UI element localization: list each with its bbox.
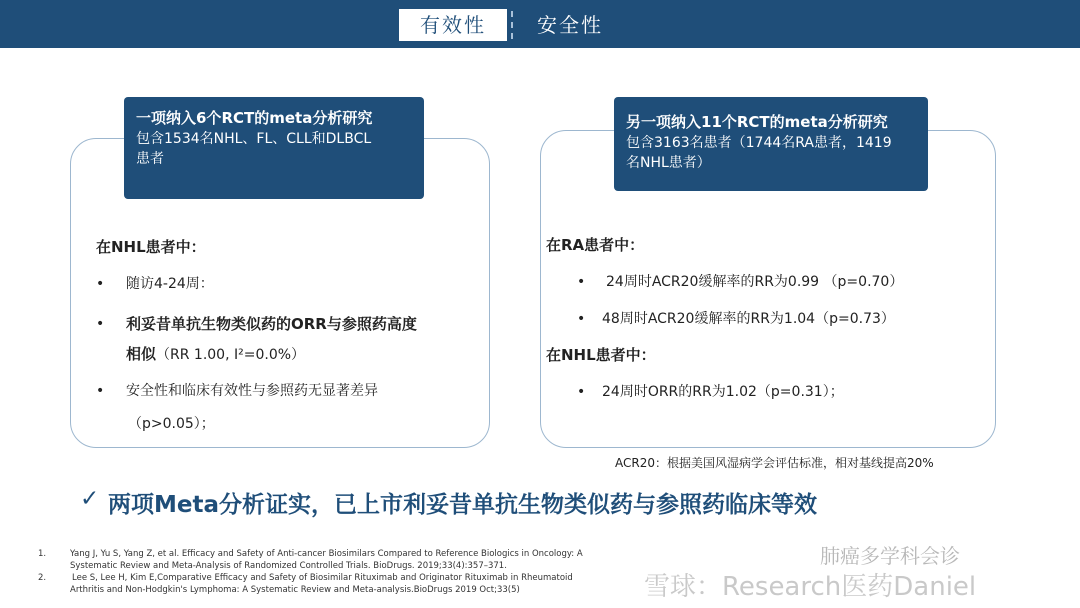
left-study-title: 一项纳入6个RCT的meta分析研究 bbox=[136, 109, 373, 127]
acr20-footnote: ACR20：根据美国风湿病学会评估标准，相对基线提高20% bbox=[615, 456, 934, 470]
left-bullet-3-line1: 安全性和临床有效性与参照药无显著差异 bbox=[126, 383, 378, 399]
bullet-icon: • bbox=[96, 276, 105, 292]
tab-efficacy[interactable]: 有效性 bbox=[399, 9, 507, 41]
right-study-subtitle-line1: 包含3163名患者（1744名RA患者，1419 bbox=[626, 135, 892, 151]
reference-2-number: 2. bbox=[38, 573, 47, 583]
left-bullet-2-bold: 相似 bbox=[126, 345, 157, 363]
reference-2-line1: Lee S, Lee H, Kim E,Comparative Efficacy and Safety of Biosimilar Rituximab and Originator Rituximab in Rheumatoid bbox=[72, 573, 573, 583]
left-study-subtitle-line1: 包含1534名NHL、FL、CLL和DLBCL bbox=[136, 131, 372, 147]
left-bullet-2-line2 bbox=[126, 344, 305, 365]
right-study-header bbox=[614, 97, 928, 191]
bullet-icon: • bbox=[577, 384, 586, 400]
watermark-line2: 雪球：Research医药Daniel bbox=[644, 572, 977, 602]
left-section-heading: 在NHL患者中： bbox=[96, 238, 206, 256]
reference-1-line1: Yang J, Yu S, Yang Z, et al. Efficacy and Safety of Anti-cancer Biosimilars Compared to Reference Biologics in Oncology: A bbox=[70, 549, 583, 559]
tab-safety[interactable]: 安全性 bbox=[537, 13, 603, 37]
left-bullet-3-line2: （p>0.05）； bbox=[128, 416, 215, 432]
bullet-icon: • bbox=[96, 383, 105, 399]
right-section-nhl: 在NHL患者中： bbox=[546, 346, 656, 364]
right-study-subtitle-line2: 名NHL患者） bbox=[626, 155, 711, 171]
left-bullet-1: 随访4-24周： bbox=[126, 276, 214, 292]
bullet-icon: • bbox=[577, 311, 586, 327]
right-study-title: 另一项纳入11个RCT的meta分析研究 bbox=[626, 113, 888, 131]
tab-divider bbox=[511, 11, 513, 39]
right-bullet-2: 48周时ACR20缓解率的RR为1.04（p=0.73） bbox=[602, 311, 895, 327]
right-section-ra: 在RA患者中： bbox=[546, 236, 645, 254]
reference-2-line2: Arthritis and Non-Hodgkin's Lymphoma: A Systematic Review and Meta-analysis.BioDrugs 2019 Oct;33(5) bbox=[70, 585, 520, 595]
left-bullet-2-stats: （RR 1.00, I²=0.0%） bbox=[156, 347, 306, 363]
check-icon: ✓ bbox=[80, 486, 100, 512]
left-study-subtitle-line2: 患者 bbox=[136, 151, 164, 167]
bullet-icon: • bbox=[577, 274, 586, 290]
watermark-line1: 肺癌多学科会诊 bbox=[820, 544, 960, 568]
left-bullet-2-line1: 利妥昔单抗生物类似药的ORR与参照药高度 bbox=[126, 315, 417, 333]
bullet-icon: • bbox=[96, 316, 105, 332]
reference-1-line2: Systematic Review and Meta-Analysis of Randomized Controlled Trials. BioDrugs. 2019;33(4):357–371. bbox=[70, 561, 507, 571]
reference-1-number: 1. bbox=[38, 549, 47, 559]
right-bullet-3: 24周时ORR的RR为1.02（p=0.31）； bbox=[602, 384, 844, 400]
right-bullet-1: 24周时ACR20缓解率的RR为0.99 （p=0.70） bbox=[606, 274, 904, 290]
conclusion-text: 两项Meta分析证实，已上市利妥昔单抗生物类似药与参照药临床等效 bbox=[108, 492, 818, 518]
left-study-header bbox=[124, 97, 424, 199]
